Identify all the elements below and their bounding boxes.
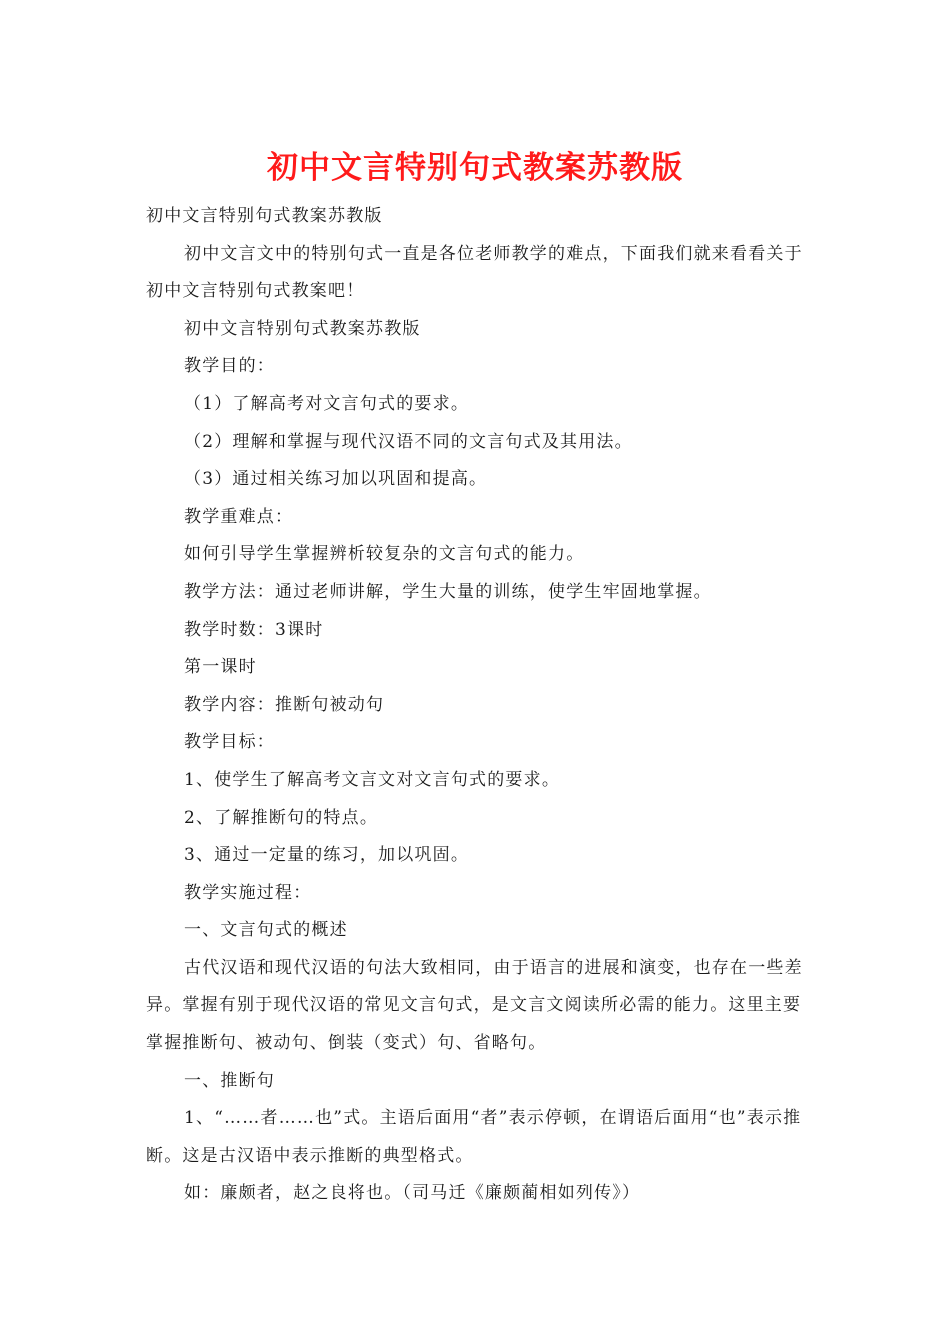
paragraph-first-lesson: 第一课时: [184, 657, 257, 678]
paragraph-key-difficulty-label: 教学重难点：: [184, 506, 294, 527]
document-body: [146, 198, 806, 1213]
paragraph-teaching-purpose-label: 教学目的：: [184, 356, 275, 377]
paragraph-goal-1: 1、使学生了解高考文言文对文言句式的要求。: [184, 769, 561, 790]
paragraph-purpose-1: （1）了解高考对文言句式的要求。: [184, 393, 470, 414]
paragraph-example: 如：廉颇者，赵之良将也。（司马迁《廉颇蔺相如列传》）: [184, 1183, 641, 1204]
paragraph-overview-text: 古代汉语和现代汉语的句法大致相同，由于语言的进展和演变，也存在一些差异。掌握有别于现代汉语的常见文言句式，是文言文阅读所必需的能力。这里主要掌握推断句、被动句、倒装（变式）句、省略句。: [146, 957, 803, 1054]
paragraph-teaching-method: 教学方法：通过老师讲解，学生大量的训练，使学生牢固地掌握。: [184, 581, 712, 602]
paragraph-teaching-content: 教学内容：推断句被动句: [184, 694, 385, 715]
document-title: 初中文言特别句式教案苏教版: [267, 150, 683, 186]
paragraph-judgment-pattern: 1、“……者……也”式。主语后面用“者”表示停顿，在谓语后面用“也”表示推断。这是古汉语中表示推断的典型格式。: [146, 1108, 802, 1166]
paragraph-goal-2: 2、了解推断句的特点。: [184, 807, 379, 828]
paragraph-teaching-goals-label: 教学目标：: [184, 732, 275, 753]
paragraph-purpose-3: （3）通过相关练习加以巩固和提高。: [184, 469, 488, 490]
paragraph-purpose-2: （2）理解和掌握与现代汉语不同的文言句式及其用法。: [184, 431, 633, 452]
paragraph-teaching-hours: 教学时数：3课时: [184, 619, 324, 640]
paragraph-process-label: 教学实施过程：: [184, 882, 312, 903]
paragraph-goal-3: 3、通过一定量的练习，加以巩固。: [184, 845, 470, 866]
paragraph-subtitle: 初中文言特别句式教案苏教版: [146, 206, 383, 226]
paragraph-intro: 初中文言文中的特别句式一直是各位老师教学的难点，下面我们就来看看关于初中文言特别句式教案吧！: [146, 243, 803, 302]
paragraph-section-judgment: 一、推断句: [184, 1070, 275, 1091]
paragraph-heading: 初中文言特别句式教案苏教版: [184, 318, 421, 339]
paragraph-section-overview: 一、文言句式的概述: [184, 920, 348, 941]
paragraph-key-difficulty: 如何引导学生掌握辨析较复杂的文言句式的能力。: [184, 544, 585, 565]
